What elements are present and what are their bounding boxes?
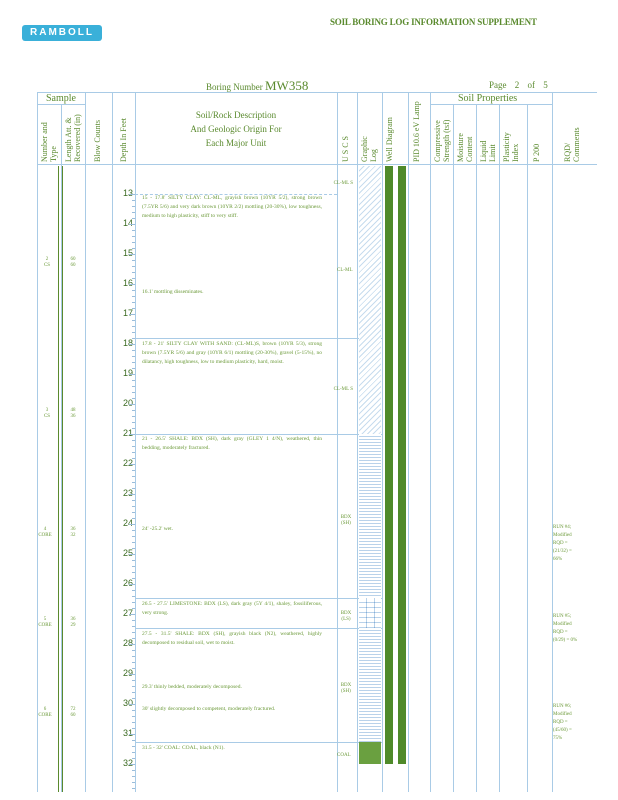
depth-label: 26 xyxy=(122,578,133,588)
depth-label: 32 xyxy=(122,758,133,768)
depth-minor-tick xyxy=(132,326,135,327)
sample-bar xyxy=(58,166,59,792)
depth-major-tick xyxy=(129,704,135,705)
depth-major-tick xyxy=(129,224,135,225)
depth-minor-tick xyxy=(132,482,135,483)
depth-minor-tick xyxy=(132,230,135,231)
depth-minor-tick xyxy=(132,530,135,531)
depth-minor-tick xyxy=(132,512,135,513)
col-line xyxy=(37,92,38,792)
description-text: 26.5 - 27.5' LIMESTONE: BDX (LS), dark gray (5Y 4/1), shaley, fossiliferous, very strong. xyxy=(142,601,322,616)
depth-minor-tick xyxy=(132,476,135,477)
col-line xyxy=(135,92,136,792)
description-header xyxy=(150,108,322,150)
depth-minor-tick xyxy=(132,536,135,537)
depth-minor-tick xyxy=(132,452,135,453)
uscs-header: U S C S xyxy=(341,135,350,162)
depth-major-tick xyxy=(129,584,135,585)
sample-number: 3 CS xyxy=(43,408,51,419)
soil-props-group-header: Soil Properties xyxy=(458,93,518,104)
well-casing xyxy=(398,166,406,764)
description-text: 27.5 - 31.5' SHALE: BDX (SH), grayish black (N2), weathered, highly decomposed to residual soil, wet to moist. xyxy=(142,631,322,646)
unit-boundary xyxy=(135,742,382,743)
depth-minor-tick xyxy=(132,566,135,567)
depth-minor-tick xyxy=(132,236,135,237)
depth-minor-tick xyxy=(132,620,135,621)
depth-major-tick xyxy=(129,284,135,285)
depth-minor-tick xyxy=(132,680,135,681)
depth-label: 31 xyxy=(122,728,133,738)
col-line xyxy=(357,92,358,792)
depth-major-tick xyxy=(129,344,135,345)
depth-major-tick xyxy=(129,374,135,375)
depth-major-tick xyxy=(129,614,135,615)
col-line xyxy=(85,92,86,792)
depth-major-tick xyxy=(129,644,135,645)
graphic-shale xyxy=(359,628,381,742)
description-header-line: And Geologic Origin For xyxy=(190,124,282,134)
sample-length: 36 29 xyxy=(70,617,76,628)
depth-label: 23 xyxy=(122,488,133,498)
depth-major-tick xyxy=(129,404,135,405)
depth-minor-tick xyxy=(132,266,135,267)
document-title: SOIL BORING LOG INFORMATION SUPPLEMENT xyxy=(330,17,537,27)
depth-minor-tick xyxy=(132,686,135,687)
depth-major-tick xyxy=(129,764,135,765)
description-header-line: Soil/Rock Description xyxy=(195,110,277,120)
depth-major-tick xyxy=(129,674,135,675)
moisture-header: Moisture Content xyxy=(456,133,474,162)
sample-length: 60 60 xyxy=(70,257,76,268)
description-text: 29.3' thinly bedded, moderately decomposed. xyxy=(142,684,242,690)
pid-header: PID 10.6 eV Lamp xyxy=(412,101,421,162)
sample-number: 4 CORE xyxy=(38,527,52,538)
depth-minor-tick xyxy=(132,722,135,723)
number-type-header: Number and Type xyxy=(40,122,58,162)
sample-length: 36 32 xyxy=(70,527,76,538)
depth-label: 14 xyxy=(122,218,133,228)
col-line xyxy=(476,104,477,792)
depth-minor-tick xyxy=(132,650,135,651)
description-text: 16.1' mottling disseminates. xyxy=(142,289,204,295)
unit-boundary xyxy=(135,338,382,339)
depth-minor-tick xyxy=(132,212,135,213)
sample-number: 2 CS xyxy=(43,257,51,268)
depth-minor-tick xyxy=(132,662,135,663)
plasticity-header: Plasticity Index xyxy=(502,132,520,162)
depth-minor-tick xyxy=(132,752,135,753)
depth-major-tick xyxy=(129,464,135,465)
boring-number: MW358 xyxy=(265,78,309,93)
depth-major-tick xyxy=(129,494,135,495)
depth-minor-tick xyxy=(132,350,135,351)
depth-minor-tick xyxy=(132,416,135,417)
depth-label: 19 xyxy=(122,368,133,378)
column-header-bottom-rule xyxy=(37,164,597,165)
depth-minor-tick xyxy=(132,542,135,543)
sample-number: 5 CORE xyxy=(38,617,52,628)
depth-minor-tick xyxy=(132,596,135,597)
col-line xyxy=(430,92,431,792)
graphic-shale xyxy=(359,434,381,598)
depth-minor-tick xyxy=(132,602,135,603)
depth-label: 29 xyxy=(122,668,133,678)
depth-minor-tick xyxy=(132,740,135,741)
uscs-label: BDX (SH) xyxy=(340,683,352,694)
length-header: Length Att. & Recovered (in) xyxy=(64,114,82,162)
rqd-comment: RUN #5; Modified RQD = (0/29) = 0% xyxy=(553,614,578,643)
depth-minor-tick xyxy=(132,362,135,363)
uscs-label: COAL xyxy=(337,753,351,758)
sample-length: 72 60 xyxy=(70,707,76,718)
well-diagram-header: Well Diagram xyxy=(385,117,394,162)
uscs-label: CL-ML xyxy=(337,268,353,273)
page-of-label: of xyxy=(527,80,535,90)
depth-minor-tick xyxy=(132,392,135,393)
depth-label: 25 xyxy=(122,548,133,558)
description-text: 24' -25.2' wet. xyxy=(142,526,174,532)
depth-label: 13 xyxy=(122,188,133,198)
page-indicator xyxy=(489,80,548,90)
depth-major-tick xyxy=(129,314,135,315)
depth-minor-tick xyxy=(132,626,135,627)
depth-minor-tick xyxy=(132,716,135,717)
col-line xyxy=(499,104,500,792)
col-line xyxy=(552,92,553,792)
col-line xyxy=(337,92,338,792)
rqd-comment: RUN #6; Modified RQD = (45/60) = 75% xyxy=(553,704,572,741)
depth-minor-tick xyxy=(132,332,135,333)
depth-minor-tick xyxy=(132,470,135,471)
depth-label: 22 xyxy=(122,458,133,468)
depth-label: 28 xyxy=(122,638,133,648)
sample-number: 6 CORE xyxy=(38,707,52,718)
graphic-limestone xyxy=(359,598,381,628)
compressive-header: Compressive Strength (tsf) xyxy=(433,119,451,162)
description-text: 31.5 - 32' COAL: COAL, black (N1). xyxy=(142,745,225,751)
depth-label: 16 xyxy=(122,278,133,288)
depth-minor-tick xyxy=(132,290,135,291)
depth-minor-tick xyxy=(132,788,135,789)
depth-minor-tick xyxy=(132,560,135,561)
depth-minor-tick xyxy=(132,380,135,381)
depth-minor-tick xyxy=(132,260,135,261)
depth-minor-tick xyxy=(132,632,135,633)
depth-label: 15 xyxy=(122,248,133,258)
col-line xyxy=(453,104,454,792)
depth-minor-tick xyxy=(132,440,135,441)
depth-minor-tick xyxy=(132,410,135,411)
depth-minor-tick xyxy=(132,242,135,243)
rqd-comment: RUN #4; Modified RQD = (21/32) = 66% xyxy=(553,525,572,562)
liquid-header: Liquid Limit xyxy=(479,140,497,162)
col-line xyxy=(112,92,113,792)
depth-minor-tick xyxy=(132,500,135,501)
depth-minor-tick xyxy=(132,506,135,507)
rqd-header: RQD/ Comments xyxy=(563,127,581,162)
graphic-log-header: Graphic Log xyxy=(360,136,378,162)
depth-minor-tick xyxy=(132,272,135,273)
depth-minor-tick xyxy=(132,572,135,573)
uscs-label: BDX (LS) xyxy=(340,611,352,622)
uscs-label: CL-ML S xyxy=(333,181,353,186)
depth-minor-tick xyxy=(132,386,135,387)
depth-minor-tick xyxy=(132,590,135,591)
depth-label: 21 xyxy=(122,428,133,438)
description-text: 15 - 17.8' SILTY CLAY: CL-ML, grayish brown (10YR 5/2), strong brown (7.5YR 5/6) and very dark brown (10YR 2/2) mottling (20-30%), low toughness, medium to high plasticity, stiff to very stiff. xyxy=(142,195,322,219)
blow-counts-header: Blow Counts xyxy=(93,119,102,162)
col-line xyxy=(382,92,383,792)
ramboll-logo: RAMBOLL xyxy=(22,25,102,41)
depth-minor-tick xyxy=(132,296,135,297)
boring-label-text: Boring Number xyxy=(206,82,263,92)
col-line xyxy=(527,104,528,792)
depth-header: Depth In Feet xyxy=(119,118,128,162)
depth-minor-tick xyxy=(132,422,135,423)
description-header-line: Each Major Unit xyxy=(205,138,267,148)
depth-minor-tick xyxy=(132,206,135,207)
sample-length: 48 36 xyxy=(70,408,76,419)
unit-boundary xyxy=(135,628,382,629)
depth-label: 30 xyxy=(122,698,133,708)
depth-minor-tick xyxy=(132,320,135,321)
depth-minor-tick xyxy=(132,446,135,447)
description-text: 17.8 - 21' SILTY CLAY WITH SAND: (CL-ML)S, brown (10YR 5/3), strong brown (7.5YR 5/6) and gray (10YR 6/1) mottling (20-30%), gravel (5-15%), no dilatancy, high toughness, low to medium plasticity, hard, moist. xyxy=(142,341,322,365)
sample-bar xyxy=(62,166,63,792)
depth-label: 27 xyxy=(122,608,133,618)
depth-minor-tick xyxy=(132,692,135,693)
depth-minor-tick xyxy=(132,746,135,747)
depth-minor-tick xyxy=(132,656,135,657)
sample-group-header: Sample xyxy=(46,93,76,104)
depth-minor-tick xyxy=(132,302,135,303)
depth-major-tick xyxy=(129,254,135,255)
depth-minor-tick xyxy=(132,770,135,771)
description-text: 21 - 26.5' SHALE: BDX (SH), dark gray (GLEY 1 4/N), weathered, thin bedding, moderately fractured. xyxy=(142,436,322,451)
depth-minor-tick xyxy=(132,200,135,201)
unit-boundary xyxy=(135,598,382,599)
depth-minor-tick xyxy=(132,710,135,711)
page-label: Page xyxy=(489,80,507,90)
depth-major-tick xyxy=(129,524,135,525)
depth-label: 20 xyxy=(122,398,133,408)
graphic-coal xyxy=(359,742,381,764)
uscs-label: BDX (SH) xyxy=(340,515,352,526)
page-number: 2 xyxy=(514,80,520,90)
depth-label: 24 xyxy=(122,518,133,528)
uscs-label: CL-ML S xyxy=(333,387,353,392)
graphic-silty-clay xyxy=(359,166,381,434)
depth-minor-tick xyxy=(132,782,135,783)
depth-major-tick xyxy=(129,734,135,735)
depth-label: 17 xyxy=(122,308,133,318)
p200-header: P 200 xyxy=(532,143,541,162)
depth-minor-tick xyxy=(132,776,135,777)
description-text: 30' slightly decomposed to competent, moderately fractured. xyxy=(142,706,276,712)
well-casing xyxy=(385,166,393,764)
page-total: 5 xyxy=(543,80,548,90)
depth-label: 18 xyxy=(122,338,133,348)
depth-major-tick xyxy=(129,554,135,555)
col-line xyxy=(408,92,409,792)
depth-minor-tick xyxy=(132,356,135,357)
